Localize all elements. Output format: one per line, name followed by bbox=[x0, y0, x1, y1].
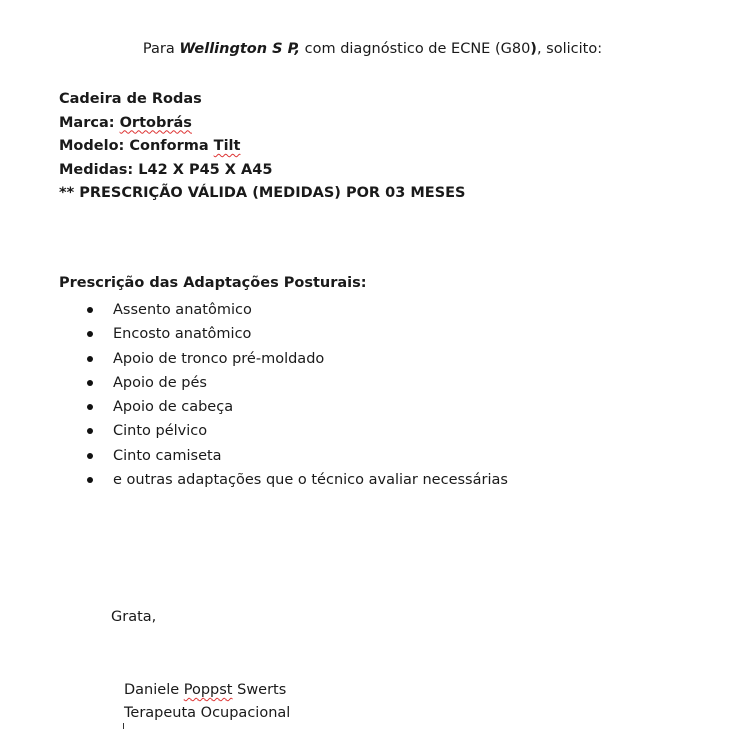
model-label: Modelo: Conforma bbox=[59, 138, 214, 154]
signer-role: Terapeuta Ocupacional bbox=[124, 705, 291, 721]
signer-first: Daniele bbox=[124, 682, 184, 698]
list-item-label: Assento anatômico bbox=[113, 302, 252, 318]
intro-prefix: Para bbox=[142, 41, 180, 57]
adaptations-list bbox=[84, 298, 508, 492]
signer-last: Swerts bbox=[232, 682, 287, 698]
bullet-icon bbox=[87, 453, 93, 459]
bullet-icon bbox=[87, 307, 93, 313]
list-item-label: Cinto camiseta bbox=[113, 447, 222, 464]
list-item bbox=[84, 298, 508, 322]
list-item-label: Apoio de pés bbox=[113, 374, 207, 391]
model-tilt: Tilt bbox=[213, 138, 241, 154]
bullet-icon bbox=[87, 477, 93, 483]
list-item-label: Apoio de cabeça bbox=[113, 399, 234, 416]
text-cursor[interactable] bbox=[123, 723, 124, 729]
intro-line bbox=[0, 41, 745, 57]
bullet-icon bbox=[87, 404, 93, 410]
list-item-label: Cinto pélvico bbox=[113, 423, 208, 440]
list-item bbox=[84, 371, 508, 395]
list-item-label: e outras adaptações que o técnico avaliar necessárias bbox=[113, 472, 508, 489]
measures-line: Medidas: L42 X P45 X A45 bbox=[59, 161, 273, 178]
closing-thanks: Grata, bbox=[111, 609, 157, 625]
intro-suffix: , solicito: bbox=[536, 41, 603, 57]
bullet-icon bbox=[87, 380, 93, 386]
model-line bbox=[59, 135, 465, 159]
brand-label: Marca: bbox=[59, 114, 120, 131]
brand-line bbox=[59, 112, 465, 136]
wheelchair-specs bbox=[59, 88, 465, 206]
bullet-icon bbox=[87, 331, 93, 337]
intro-close-paren: ) bbox=[530, 41, 537, 57]
intro-middle: com diagnóstico de ECNE ( bbox=[300, 41, 501, 57]
wheelchair-title: Cadeira de Rodas bbox=[59, 91, 202, 107]
list-item bbox=[84, 347, 508, 371]
signer-flagged: Poppst bbox=[183, 682, 233, 698]
list-item bbox=[84, 444, 508, 468]
signer-name bbox=[124, 679, 290, 702]
diagnosis-code: G80 bbox=[500, 41, 531, 57]
patient-name: Wellington S P, bbox=[179, 41, 301, 57]
list-item bbox=[84, 322, 508, 346]
adaptations-heading: Prescrição das Adaptações Posturais: bbox=[59, 275, 367, 291]
validity-note: ** PRESCRIÇÃO VÁLIDA (MEDIDAS) POR 03 MESES bbox=[59, 185, 466, 201]
bullet-icon bbox=[87, 356, 93, 362]
signature-block bbox=[124, 679, 290, 725]
list-item bbox=[84, 419, 508, 443]
list-item-label: Apoio de tronco pré-moldado bbox=[113, 350, 325, 367]
list-item bbox=[84, 395, 508, 419]
bullet-icon bbox=[87, 428, 93, 434]
list-item-label: Encosto anatômico bbox=[113, 326, 252, 343]
list-item bbox=[84, 468, 508, 492]
brand-value: Ortobrás bbox=[119, 114, 192, 131]
